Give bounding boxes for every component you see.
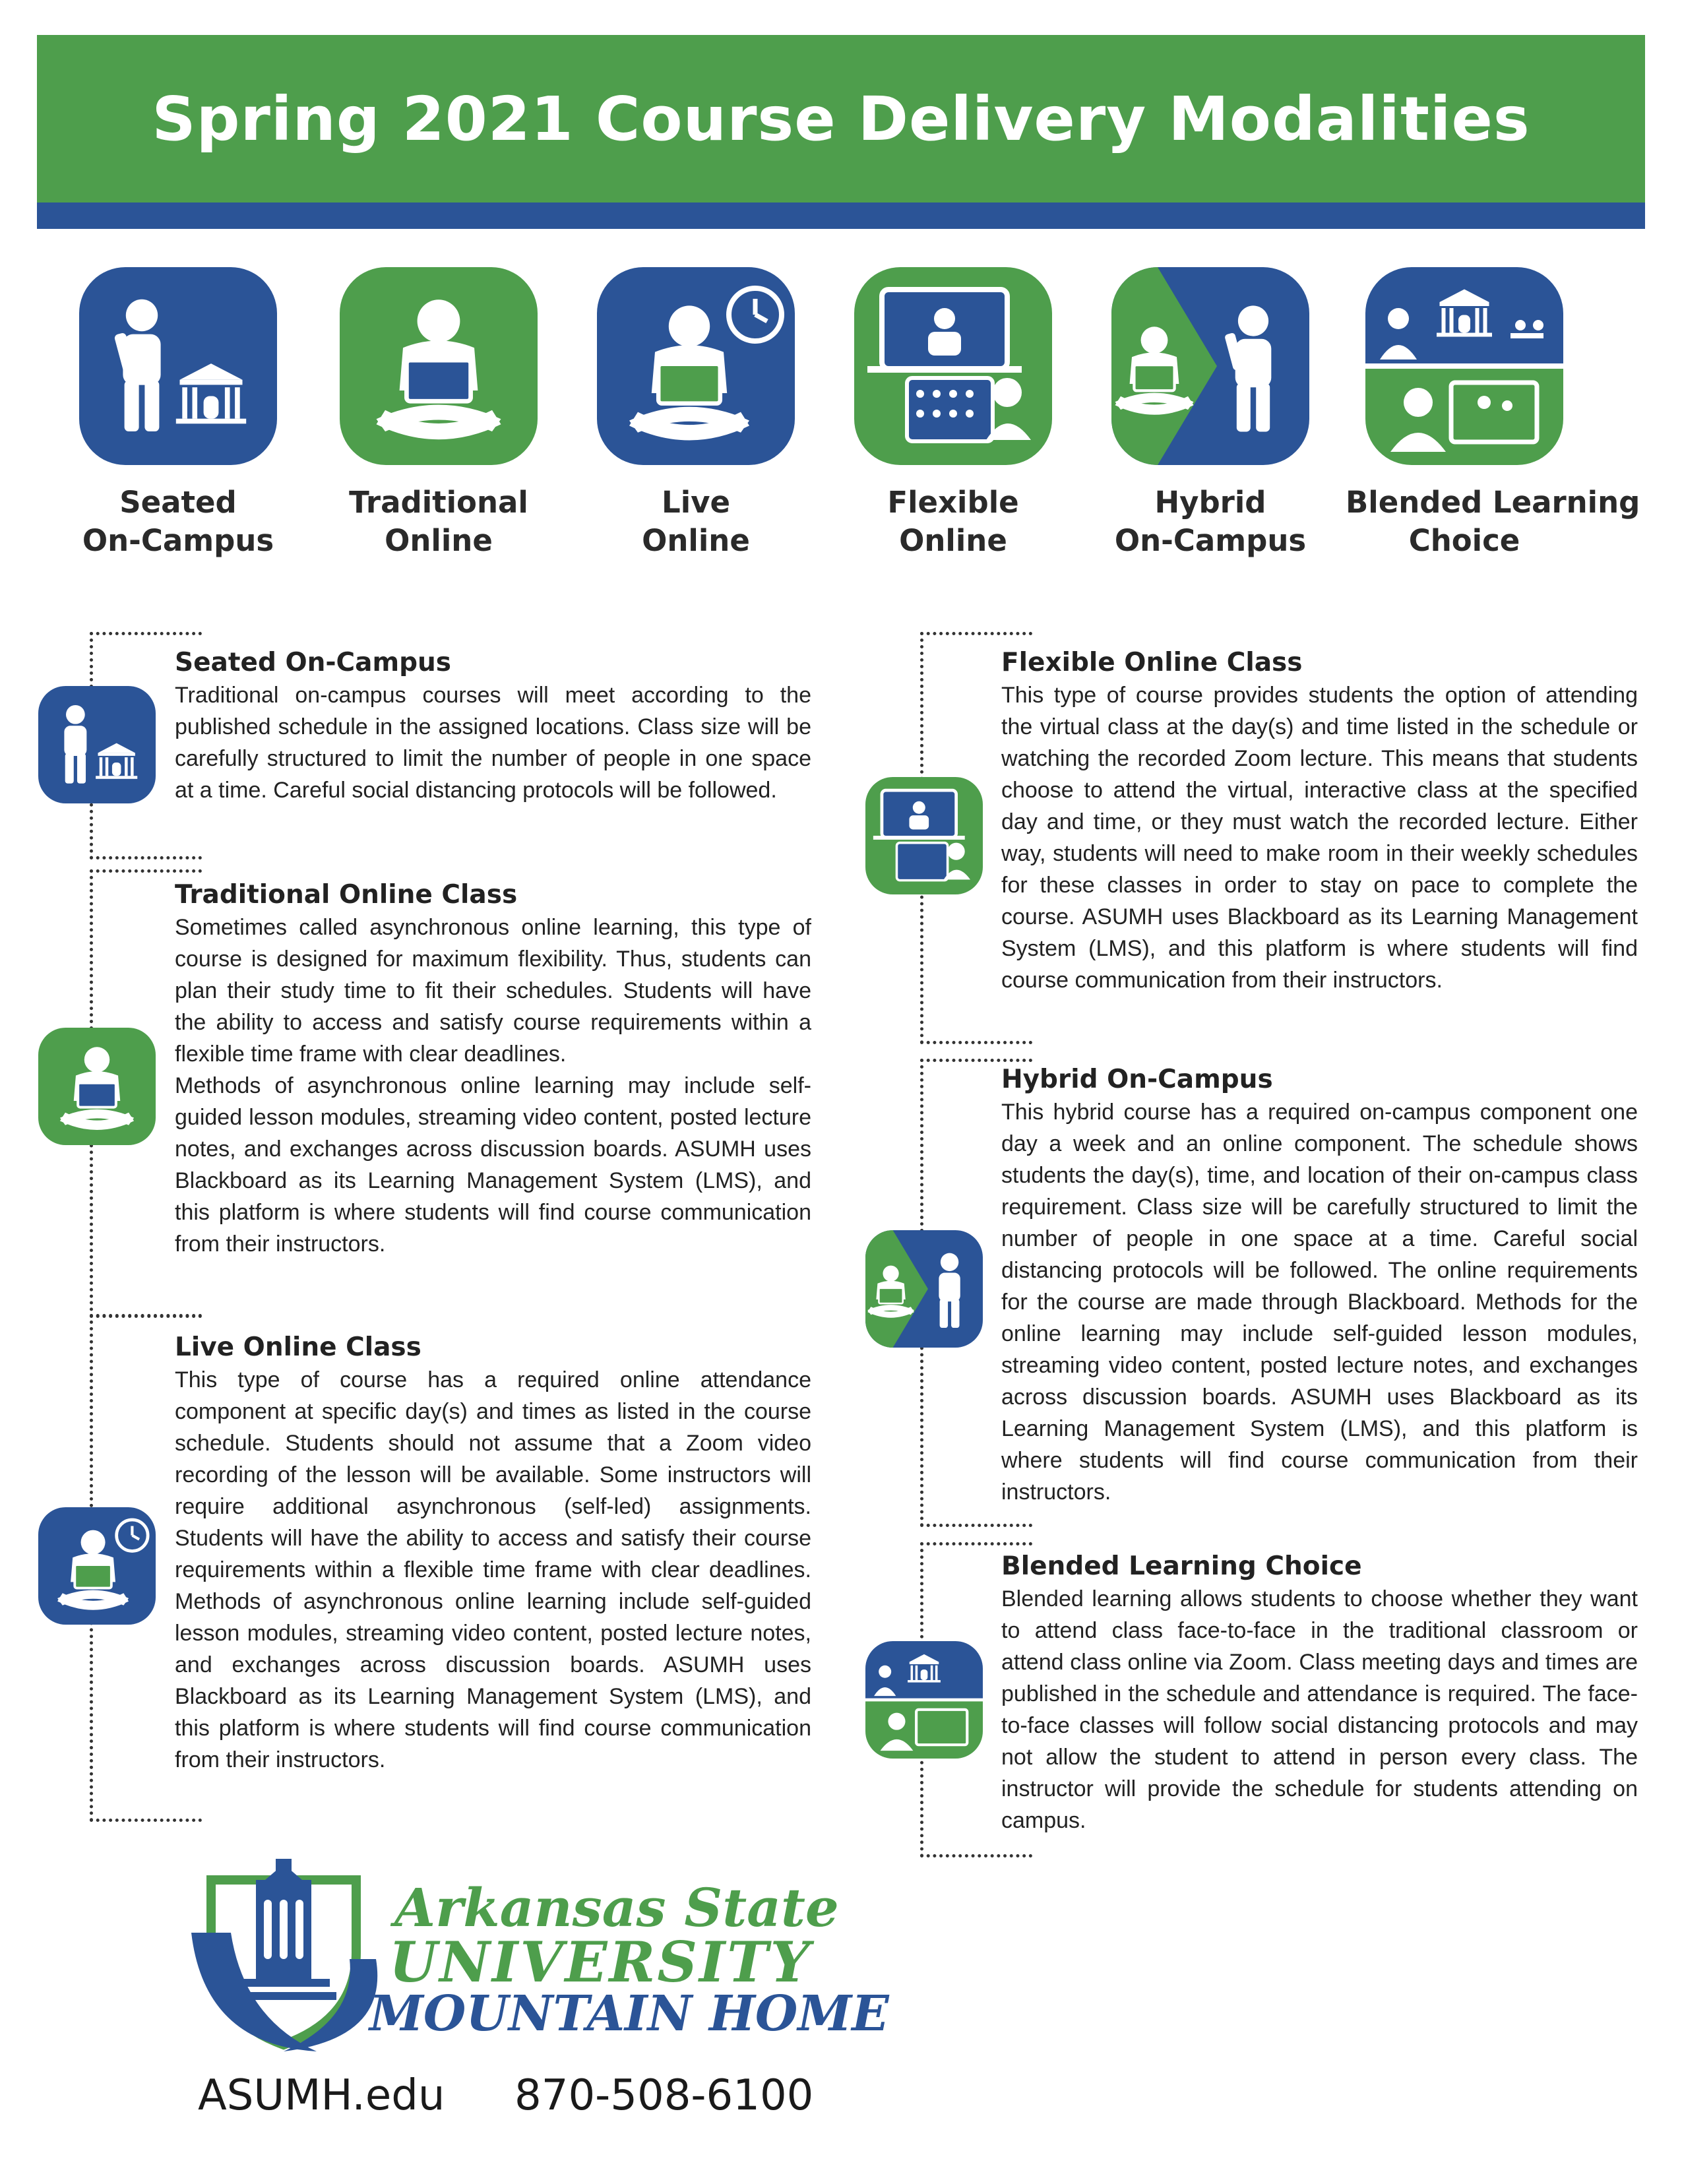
- laptop-student-icon: [38, 1028, 156, 1145]
- section-body: This type of course provides students the option of attending the virtual class at the day(s) and time listed in the schedule or watching the recorded Zoom lecture. This means that students choose to attend the virtual, interactive class at the specified day and time, or they must watch the recorded lecture. Either way, students will need to make room in their weekly schedules for these classes in order to stay on pace to complete the course. ASUMH uses Blackboard as its Learning Management System (LMS), and this platform is where students will find course communication from their instructors.: [1001, 683, 1638, 993]
- website-link[interactable]: ASUMH.edu: [198, 2071, 445, 2120]
- video-conference-icon: [865, 777, 983, 894]
- section-body: This type of course has a required online attendance component at specific day(s) and times as listed in the course schedule. Students should not assume that a Zoom video recording of the lesson will be available. Some instructors will require additional asynchronous (self-led) assignments. Students will have the ability to access and satisfy their course requirements within a flexible time frame with clear deadlines. Methods of asynchronous online learning include self-guided lesson modules, streaming video content, posted lecture notes, and exchanges across discussion boards. ASUMH uses Blackboard as its Learning Management System (LMS), and this platform is where students will find course communication from their instructors.: [175, 1367, 811, 1772]
- modality-flexible: [834, 267, 1072, 560]
- seated-student-campus-icon: [38, 686, 156, 803]
- section-flexible: [1001, 646, 1638, 996]
- hybrid-split-icon: [1111, 267, 1309, 465]
- modality-label: Blended Learning Choice: [1346, 485, 1640, 558]
- section-body: Sometimes called asynchronous online learning, this type of course is designed for maximum flexibility. Thus, students can plan their study time to fit their schedules. Students will have the ability to access and satisfy course requirements within a flexible time frame with clear deadlines.: [175, 915, 811, 1067]
- header-stripe: [37, 203, 1645, 229]
- section-hybrid: [1001, 1063, 1638, 1508]
- section-title: Hybrid On-Campus: [1001, 1065, 1273, 1094]
- section-traditional: [175, 879, 811, 1260]
- section-title: Traditional Online Class: [175, 880, 518, 910]
- section-body: This hybrid course has a required on-campus component one day a week and an online component. The schedule shows students the day(s), time, and location of their on-campus class requirement. Class size will be carefully structured to limit the number of people in one space at a time. Careful social distancing protocols will be followed. The online requirements for the course are made through Blackboard. Methods for the online learning may include self-guided lesson modules, streaming video content, posted lecture notes, and exchanges across discussion boards. ASUMH uses Blackboard as its Learning Management System (LMS), and this platform is where students will find course communication from their instructors.: [1001, 1100, 1638, 1505]
- phone-number[interactable]: 870-508-6100: [514, 2071, 814, 2120]
- blended-classroom-icon: [865, 1641, 983, 1759]
- section-seated: [175, 646, 811, 806]
- section-live: [175, 1331, 811, 1776]
- page-title: Spring 2021 Course Delivery Modalities: [152, 83, 1530, 154]
- live-laptop-clock-icon: [38, 1507, 156, 1625]
- video-conference-icon: [854, 267, 1052, 465]
- section-body-2: Methods of asynchronous online learning may include self-guided lesson modules, streaming video content, posted lecture notes, and exchanges across discussion boards. ASUMH uses Blackboard as its Learning Management System (LMS), and this platform is where students will find course communication from their instructors.: [175, 1073, 811, 1257]
- section-blended: [1001, 1550, 1638, 1836]
- hybrid-split-icon: [865, 1230, 983, 1348]
- modality-label: Hybrid On-Campus: [1114, 485, 1307, 558]
- modality-blended: [1346, 267, 1640, 560]
- modality-hybrid: [1092, 267, 1329, 560]
- modality-label: Seated On-Campus: [82, 485, 274, 558]
- laptop-student-icon: [340, 267, 538, 465]
- logo-line-1: Arkansas State: [394, 1877, 839, 1939]
- header-banner: [37, 35, 1645, 203]
- modality-live: [577, 267, 815, 560]
- modality-seated: [59, 267, 297, 560]
- modality-label: Traditional Online: [349, 485, 528, 558]
- section-body: Traditional on-campus courses will meet according to the published schedule in the assigned locations. Class size will be carefully structured to limit the number of people in one space at a time. Careful social distancing protocols will be followed.: [175, 683, 811, 803]
- section-body: Blended learning allows students to choose whether they want to attend class face-to-face in the traditional classroom or attend class online via Zoom. Class meeting days and times are published in the schedule and attendance is required. The face-to-face classes will follow social distancing protocols and may not allow the student to attend in person every class. The instructor will provide the schedule for students attending on campus.: [1001, 1586, 1638, 1833]
- modality-label: Live Online: [642, 485, 750, 558]
- section-title: Flexible Online Class: [1001, 648, 1303, 677]
- modality-label: Flexible Online: [887, 485, 1019, 558]
- section-title: Blended Learning Choice: [1001, 1551, 1362, 1581]
- live-laptop-clock-icon: [597, 267, 795, 465]
- modality-traditional: [320, 267, 557, 560]
- logo-line-3: MOUNTAIN HOME: [369, 1985, 889, 2042]
- section-title: Seated On-Campus: [175, 648, 452, 677]
- blended-classroom-icon: [1365, 267, 1563, 465]
- logo-line-2: UNIVERSITY: [389, 1929, 812, 1995]
- seated-student-campus-icon: [79, 267, 277, 465]
- section-title: Live Online Class: [175, 1332, 421, 1362]
